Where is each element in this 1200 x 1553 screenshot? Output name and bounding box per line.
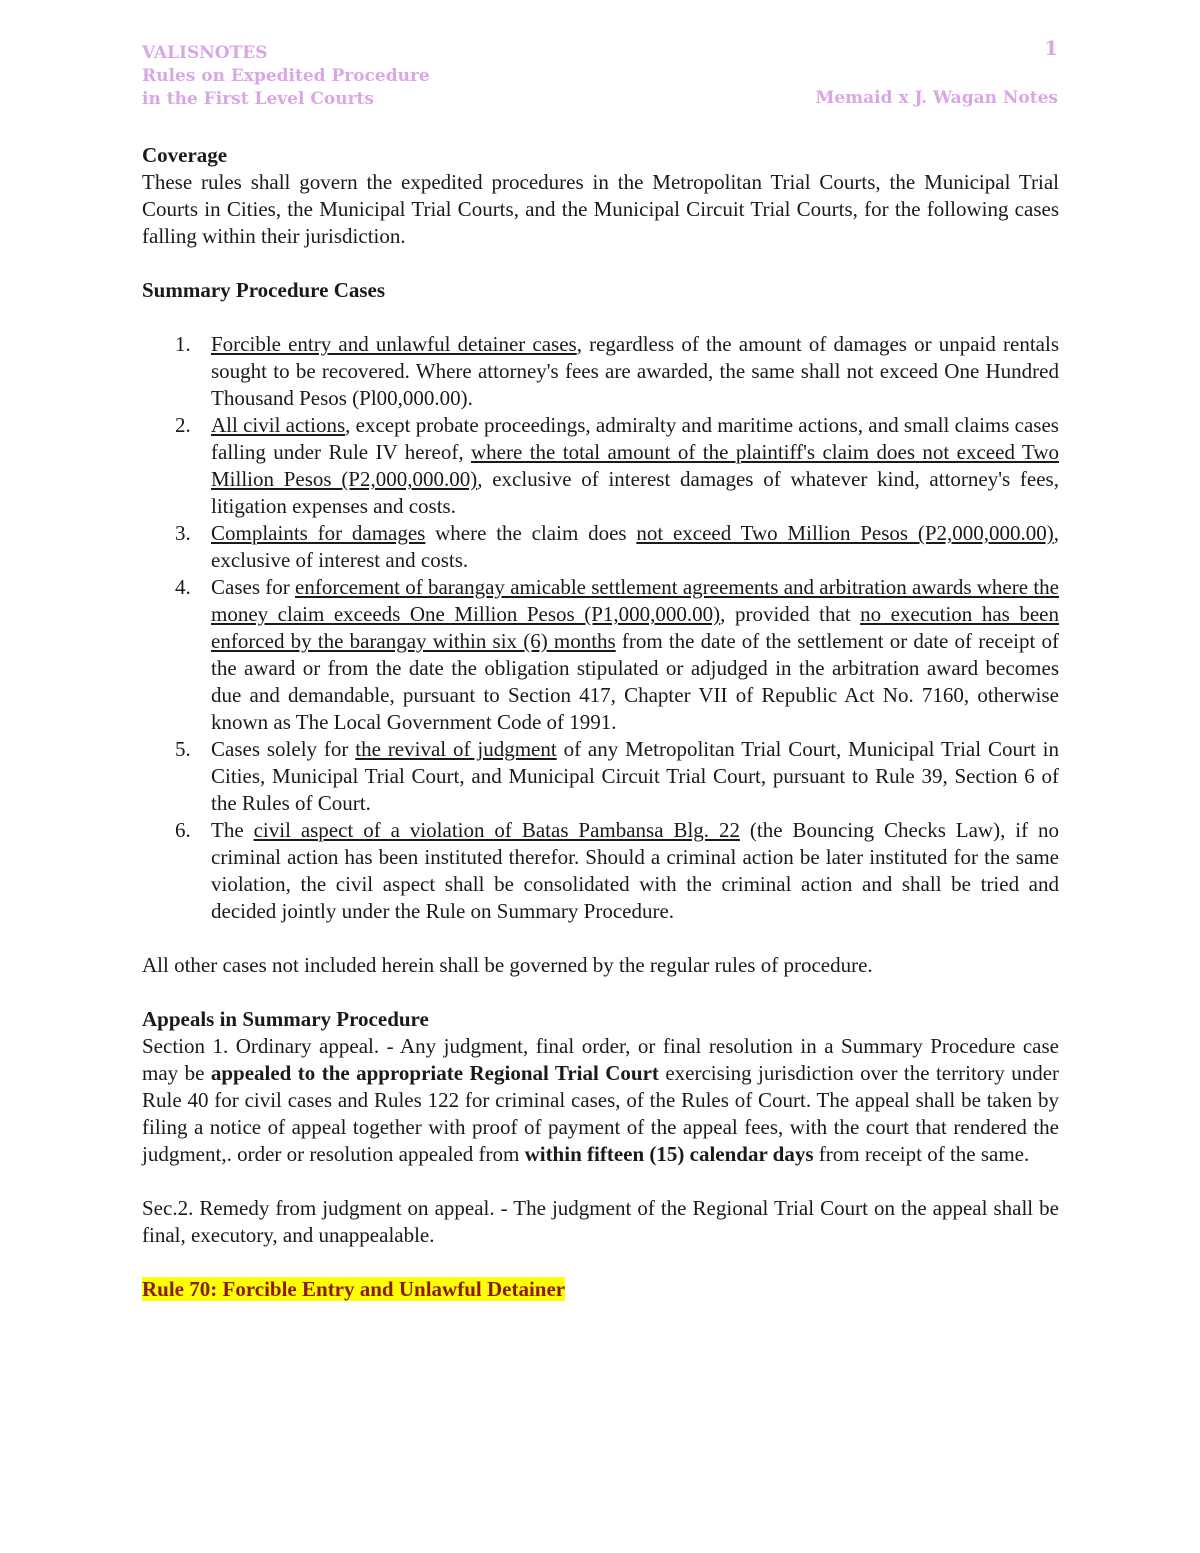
summary-closing-text: All other cases not included herein shall be governed by the regular rules of procedure. [142, 953, 873, 977]
summary-case-list [142, 331, 1059, 925]
list-text: of any Metropolitan Trial Court, Municipal Trial Court in Cities, Municipal Trial Court, and Municipal Circuit Trial Court, pursuant to Rule 39, Section 6 of the Rules of Court. [211, 737, 1059, 815]
list-item [142, 574, 1059, 736]
list-item [142, 412, 1059, 520]
underlined-text: Forcible entry and unlawful detainer cases [211, 332, 577, 356]
document-body [142, 142, 1059, 1303]
rule-70-heading-line [142, 1276, 1059, 1303]
bold-text: within fifteen (15) calendar days [524, 1142, 814, 1166]
underlined-text: Complaints for damages [211, 521, 426, 545]
list-number: 1. [175, 332, 191, 356]
list-text: , exclusive of interest and costs. [211, 521, 1060, 572]
page-header-left [142, 42, 430, 111]
paragraph-text: from receipt of the same. [813, 1142, 1030, 1166]
appeals-section-2: Sec.2. Remedy from judgment on appeal. - The judgment of the Regional Trial Court on the appeal shall be final, executory, and unappealable. [142, 1196, 1059, 1247]
list-item [142, 736, 1059, 817]
appeals-section-1 [142, 1033, 1059, 1168]
list-text: The [211, 818, 254, 842]
list-number: 2. [175, 413, 191, 437]
coverage-heading: Coverage [142, 143, 228, 167]
list-number: 6. [175, 818, 191, 842]
list-text: where the claim does [425, 521, 637, 545]
list-item [142, 520, 1059, 574]
coverage-text: These rules shall govern the expedited procedures in the Metropolitan Trial Courts, the Municipal Trial Courts in Cities, the Municipal Trial Courts, and the Municipal Circuit Trial Courts, for the following cases falling within their jurisdiction. [142, 170, 1059, 248]
list-number: 4. [175, 575, 191, 599]
list-item [142, 331, 1059, 412]
underlined-text: the revival of judgment [355, 737, 557, 761]
list-number: 5. [175, 737, 191, 761]
list-number: 3. [175, 521, 191, 545]
underlined-text: where the total amount of the plaintiff's claim does not exceed Two Million Pesos (P2,000,000.00) [211, 440, 1059, 491]
underlined-text: civil aspect of a violation of Batas Pambansa Blg. 22 [253, 818, 740, 842]
summary-heading: Summary Procedure Cases [142, 278, 386, 302]
underlined-text: enforcement of barangay amicable settlement agreements and arbitration awards where the money claim exceeds One Million Pesos (P1,000,000.00) [211, 575, 1059, 626]
header-subtitle-2: in the First Level Courts [142, 89, 374, 109]
underlined-text: no execution has been enforced by the barangay within six (6) months [211, 602, 1059, 653]
list-text: , regardless of the amount of damages or unpaid rentals sought to be recovered. Where attorney's fees are awarded, the same shall not exceed One Hundred Thousand Pesos (Pl00,000.00). [211, 332, 1059, 410]
appeals-heading: Appeals in Summary Procedure [142, 1007, 429, 1031]
list-text: , provided that [720, 602, 861, 626]
paragraph-text: Section 1. Ordinary appeal. - Any judgment, final order, or final resolution in a Summary Procedure case may be [142, 1034, 1059, 1085]
header-subtitle: Rules on Expedited Procedure [142, 66, 430, 86]
list-text: from the date of the settlement or date of receipt of the award or from the date the obligation stipulated or adjudged in the arbitration award becomes due and demandable, pursuant to Section 417, Chapter VII of Republic Act No. 7160, otherwise known as The Local Government Code of 1991. [211, 629, 1059, 734]
underlined-text: All civil actions [211, 413, 346, 437]
rule-70-heading: Rule 70: Forcible Entry and Unlawful Detainer [142, 1277, 566, 1301]
header-credit: Memaid x J. Wagan Notes [815, 88, 1058, 108]
list-text: Cases for [211, 575, 296, 599]
bold-text: appealed to the appropriate Regional Trial Court [210, 1061, 659, 1085]
header-brand: VALISNOTES [142, 43, 268, 63]
list-text: Cases solely for [211, 737, 356, 761]
list-item [142, 817, 1059, 925]
list-text: , exclusive of interest damages of whatever kind, attorney's fees, litigation expenses and costs. [211, 467, 1059, 518]
list-text: , except probate proceedings, admiralty and maritime actions, and small claims cases falling under Rule IV hereof, [211, 413, 1059, 464]
page-number: 1 [1044, 36, 1058, 60]
underlined-text: not exceed Two Million Pesos (P2,000,000.00) [636, 521, 1054, 545]
list-text: (the Bouncing Checks Law), if no criminal action has been instituted therefor. Should a criminal action be later instituted for the same violation, the civil aspect shall be consolidated with the criminal action and shall be tried and decided jointly under the Rule on Summary Procedure. [211, 818, 1059, 923]
paragraph-text: exercising jurisdiction over the territory under Rule 40 for civil cases and Rules 122 for criminal cases, of the Rules of Court. The appeal shall be taken by filing a notice of appeal together with proof of payment of the appeal fees, with the court that rendered the judgment,. order or resolution appealed from [142, 1061, 1060, 1166]
